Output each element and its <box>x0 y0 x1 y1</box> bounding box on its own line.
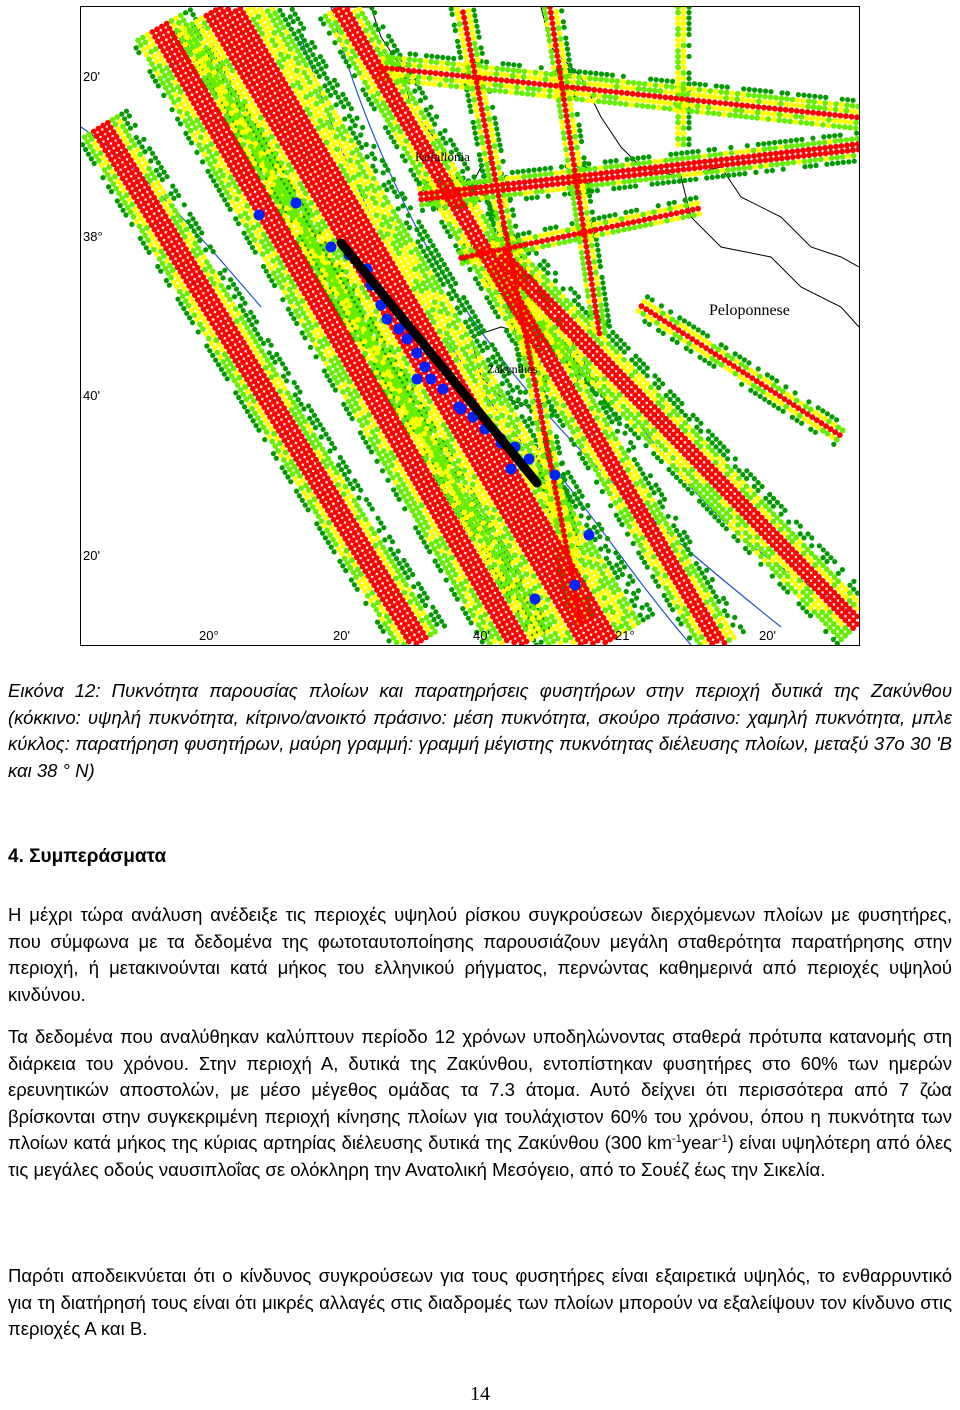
paragraph-2-part-c: ) είναι υψηλότερη από όλες τις μεγάλες οδούς ναυσιπλοΐας σε ολόκληρη την Ανατολική Μεσόγειο, από το Σουέζ έως την Σικελία. <box>8 1132 952 1180</box>
lat-tick-1: 20' <box>83 69 100 84</box>
superscript-km: -1 <box>672 1132 682 1145</box>
lat-tick-2: 38° <box>83 229 103 244</box>
ship-density-map <box>80 6 860 646</box>
label-peloponnese: Peloponnese <box>709 302 790 319</box>
label-zakynthos: Zakynthos <box>487 362 538 376</box>
lon-tick-5: 20' <box>759 628 776 643</box>
figure-caption: Εικόνα 12: Πυκνότητα παρουσίας πλοίων και παρατηρήσεις φυσητήρων στην περιοχή δυτικά της Ζακύνθου (κόκκινο: υψηλή πυκνότητα, κίτρινο/ανοικτό πράσινο: μέση πυκνότητα, σκούρο πράσινο: χαμηλή πυκνότητα, μπλε κύκλος: παρατήρηση φυσητήρων, μαύρη γραμμή: γραμμή μέγιστης πυκνότητας διέλευσης πλοίων, μεταξύ 37ο 30 'Β και 38 ° Ν) <box>8 680 952 781</box>
lon-tick-3: 40' <box>473 628 490 643</box>
lon-tick-4: 21° <box>615 628 635 643</box>
paragraph-2-part-a: Τα δεδομένα που αναλύθηκαν καλύπτουν περίοδο 12 χρόνων υποδηλώνοντας σταθερά πρότυπα κατανομής στη διάρκεια του χρόνου. Στην περιοχή Α, δυτικά της Ζακύνθου, εντοπίστηκαν φυσητήρες στο 60% των ημερών ερευνητικών αποστολών, με μέσο μέγεθος ομάδας τα 7.3 άτομα. Αυτό δείχνει ότι περισσότερα από 7 ζώα βρίσκονται στην συγκεκριμένη περιοχή κίνησης πλοίων για τουλάχιστον 60% του χρόνου, όπου η πυκνότητα των πλοίων κατά μήκος της κύριας αρτηρίας διέλευσης δυτικά της Ζακύνθου (300 km <box>8 1026 952 1153</box>
paragraph-2-part-b: year <box>681 1132 718 1153</box>
lat-tick-4: 20' <box>83 548 100 563</box>
paragraph-2 <box>8 1024 952 1183</box>
label-kefallonia: Kefallonia <box>415 149 470 164</box>
lon-tick-2: 20' <box>333 628 350 643</box>
section-heading: 4. Συμπεράσματα <box>8 846 167 867</box>
paragraph-3: Παρότι αποδεικνύεται ότι ο κίνδυνος συγκρούσεων για τους φυσητήρες είναι εξαιρετικά υψηλός, το ενθαρρυντικό για τη διατήρησή τους είναι ότι μικρές αλλαγές στις διαδρομές των πλοίων μπορούν να εξαλείψουν τον κίνδυνο στις περιοχές Α και Β. <box>8 1265 952 1339</box>
paragraph-1: Η μέχρι τώρα ανάλυση ανέδειξε τις περιοχές υψηλού ρίσκου συγκρούσεων διερχόμενων πλοίων με φυσητήρες, που σύμφωνα με τα δεδομένα της φωτοταυτοποίησης παρουσιάζουν μεγάλη σταθερότητα παρατήρησης στην περιοχή, ή μετακινούνται κατά μήκος του ελληνικού ρήγματος, περνώντας καθημερινά από περιοχές υψηλού κινδύνου. <box>8 904 952 1005</box>
superscript-year: -1 <box>717 1132 728 1145</box>
page-number: 14 <box>470 1383 490 1405</box>
map-canvas <box>81 7 859 645</box>
lon-tick-1: 20° <box>199 628 219 643</box>
lat-tick-3: 40' <box>83 388 100 403</box>
